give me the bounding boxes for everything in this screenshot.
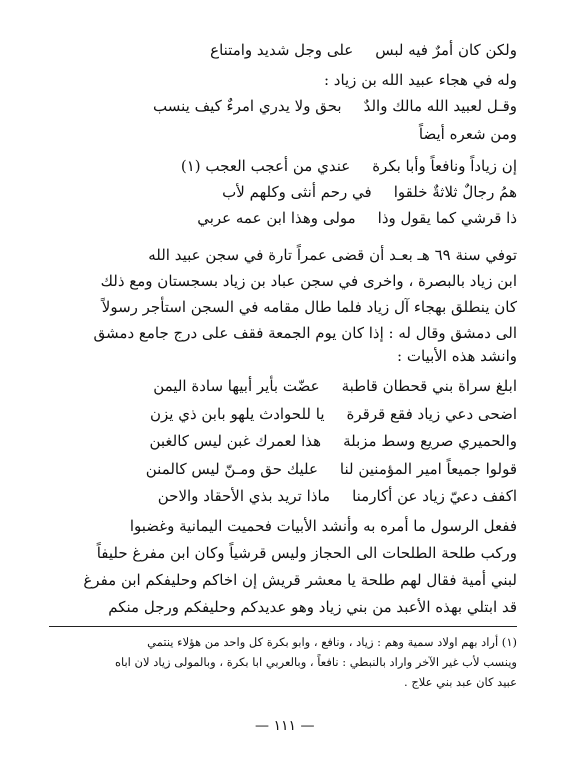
- poem-line: [197, 208, 517, 228]
- hemistich-first: اكفف دعيّ زياد عن أكارمنا: [352, 487, 517, 505]
- poem-line: [153, 376, 517, 396]
- hemistich-second: يا للحوادث يلهو بابن ذي يزن: [149, 405, 325, 423]
- poem-line: [222, 182, 517, 202]
- hemistich-second: عليك حق ومـنّ ليس كالمنن: [145, 460, 318, 478]
- hemistich-first: ذا قرشي كما يقول وذا: [377, 209, 517, 227]
- paragraph-line: ففعل الرسول ما أمره به وأنشد الأبيات فحميت اليمانية وغضبوا: [129, 517, 517, 535]
- paragraph-line: قد ابتلي بهذه الأعبد من بني زياد وهو عديدكم وحليفكم ورجل منكم: [108, 598, 517, 616]
- poem-line: [181, 156, 517, 176]
- poem-line: [146, 459, 517, 479]
- hemistich-first: وقـل لعبيد الله مالك والدٌ: [363, 97, 517, 115]
- hemistich-second: عندي من أعجب العجب (١): [180, 157, 351, 175]
- verse-line: [153, 96, 517, 116]
- intro-line: ومن شعره أيضاً: [418, 125, 517, 143]
- paragraph-line: لبني أمية فقال لهم طلحة يا معشر قريش إن اخاكم وحليفكم ابن مفرغ: [83, 571, 517, 589]
- hemistich-first: والحميري صريع وسط مزبلة: [343, 432, 517, 450]
- hemistich-first: ابلغ سراة بني قحطان قاطبة: [341, 377, 517, 395]
- hemistich-second: ماذا تريد بذي الأحقاد والاحن: [157, 487, 331, 505]
- footnote-line: (١) أراد بهم اولاد سمية وهم : زياد ، ونافع ، وابو بكرة كل واحد من هؤلاء ينتمي: [147, 635, 517, 649]
- hemistich-first: اضحى دعي زياد فقع قرقرة: [346, 405, 517, 423]
- poem-line: [150, 404, 517, 424]
- intro-line: وله في هجاء عبيد الله بن زياد :: [323, 71, 517, 89]
- poem-line: [158, 486, 517, 506]
- paragraph-line: وركب طلحة الطلحات الى الحجاز وليس قرشياً وكان ابن مفرغ حليفاً: [96, 544, 517, 562]
- hemistich-second: على وجل شديد وامتناع: [210, 41, 354, 59]
- verse-line: [210, 40, 517, 60]
- poem-line: [149, 431, 517, 451]
- paragraph-line: ابن زياد بالبصرة ، واخرى في سجن عباد بن زياد بسجستان ومع ذلك: [100, 272, 517, 290]
- paragraph-line: وانشد هذه الأبيات :: [397, 347, 517, 365]
- paragraph-line: كان ينطلق بهجاء آل زياد فلما طال مقامه في السجن استأجر رسولاً: [101, 298, 517, 316]
- hemistich-second: مولى وهذا ابن عمه عربي: [197, 209, 356, 227]
- footnote-divider: [49, 626, 517, 627]
- paragraph-line: توفي سنة ٦٩ هـ بعـد أن قضى عمراً تارة في سجن عبيد الله: [148, 246, 517, 264]
- paragraph-line: الى دمشق وقال له : إذا كان يوم الجمعة فقف على درج جامع دمشق: [93, 324, 517, 342]
- page-number: — ١١١ —: [255, 718, 315, 734]
- hemistich-first: ولكن كان أمرٌ فيه لبس: [375, 41, 517, 59]
- hemistich-first: همُ رجالٌ ثلاثةٌ خلقوا: [393, 183, 517, 201]
- hemistich-second: بحق ولا يدري امرءٌ كيف ينسب: [153, 97, 342, 115]
- hemistich-first: إن زياداً ونافعاً وأبا بكرة: [372, 157, 517, 175]
- hemistich-second: في رحم أنثى وكلهم لأب: [222, 183, 372, 201]
- hemistich-second: عضّت بأير أبيها سادة اليمن: [153, 377, 320, 395]
- footnote-line: عبيد كان عبد بني علاج .: [404, 675, 517, 689]
- hemistich-first: قولوا جميعاً امير المؤمنين لنا: [339, 460, 517, 478]
- footnote-line: وينسب لأب غير الآخر واراد بالنبطي : نافعاً ، وبالعربي ابا بكرة ، وبالمولى زياد لان اباه: [114, 655, 517, 669]
- hemistich-second: هذا لعمرك غبن ليس كالغبن: [149, 432, 322, 450]
